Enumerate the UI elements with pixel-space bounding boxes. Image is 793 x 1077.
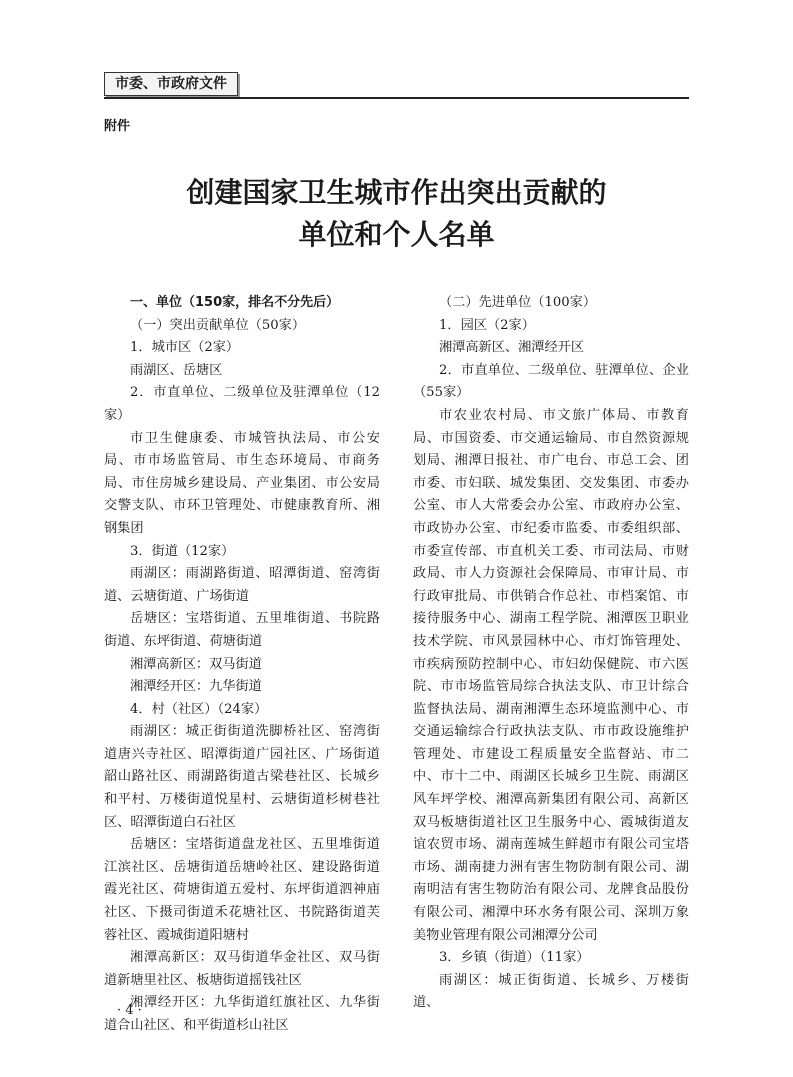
header-rule [104,97,689,99]
category-heading: 2．市直单位、二级单位及驻潭单位（12家） [104,385,380,423]
list-paragraph: 湘潭经开区：九华街道红旗社区、九华街道合山社区、和平街道杉山社区 [104,995,380,1033]
title-line-2: 单位和个人名单 [298,218,495,251]
category-heading: 2．市直单位、二级单位、驻潭单位、企业（55家） [413,362,689,401]
category-heading: 1．园区（2家） [439,317,535,333]
category-heading: 1．城市区（2家） [130,340,240,356]
right-column [413,292,689,1015]
category-heading: 4．村（社区）（24家） [130,701,268,717]
document-title [104,172,689,256]
list-paragraph: 雨湖区：雨湖路街道、昭潭街道、窑湾街道、云塘街道、广场街道 [104,566,380,604]
list-paragraph: 雨湖区：城正街街道、长城乡、万楼街道、 [413,972,689,1011]
left-column [104,292,380,1038]
attachment-label: 附件 [104,119,131,134]
list-paragraph: 湘潭经开区：九华街道 [130,679,262,695]
list-paragraph: 岳塘区：宝塔街道、五里堆街道、书院路街道、东坪街道、荷塘街道 [104,611,380,649]
list-paragraph: 岳塘区：宝塔街道盘龙社区、五里堆街道江滨社区、岳塘街道岳塘岭社区、建设路街道霞光社区、荷塘街道五爱村、东坪街道泗神庙社区、下摄司街道禾花塘社区、书院路街道芙蓉社区、霞城街道阳塘村 [104,837,380,943]
document-category-label: 市委、市政府文件 [104,72,238,96]
subsection-heading: （二）先进单位（100家） [439,295,597,310]
list-paragraph: 湘潭高新区：双马街道 [130,656,262,672]
list-paragraph: 湘潭高新区：双马街道华金社区、双马街道新塘里社区、板塘街道摇钱社区 [104,950,380,988]
title-line-1: 创建国家卫生城市作出突出贡献的 [186,176,607,209]
list-paragraph: 市卫生健康委、市城管执法局、市公安局、市市场监管局、市生态环境局、市商务局、市住房城乡建设局、产业集团、市公安局交警支队、市环卫管理处、市健康教育所、湘钢集团 [104,430,380,536]
list-paragraph: 雨湖区、岳塘区 [130,362,223,378]
category-heading: 3．街道（12家） [130,543,235,559]
section-heading: 一、单位（150家，排名不分先后） [130,295,340,310]
list-paragraph: 市农业农村局、市文旅广体局、市教育局、市国资委、市交通运输局、市自然资源规划局、湘潭日报社、市广电台、市总工会、团市委、市妇联、城发集团、交发集团、市委办公室、市人大常委会办公室、市政府办公室、市政协办公室、市纪委市监委、市委组织部、市委宣传部、市直机关工委、市司法局、市财政局、市人力资源社会保障局、市审计局、市行政审批局、市供销合作总社、市档案馆、市接待服务中心、湖南工程学院、湘潭医卫职业技术学院、市风景园林中心、市灯饰管理处、市疾病预防控制中心、市妇幼保健院、市六医院、市市场监管局综合执法支队、市卫计综合监督执法局、湖南湘潭生态环境监测中心、市交通运输综合行政执法支队、市市政设施维护管理处、市建设工程质量安全监督站、市二中、市十二中、雨湖区长城乡卫生院、雨湖区风车坪学校、湘潭高新集团有限公司、高新区双马板塘街道社区卫生服务中心、霞城街道友谊农贸市场、湖南莲城生鲜超市有限公司宝塔市场、湖南捷力洲有害生物防制有限公司、湖南明洁有害生物防治有限公司、龙牌食品股份有限公司、湘潭中环水务有限公司、深圳万象美物业管理有限公司湘潭分公司 [413,407,689,943]
list-paragraph: 湘潭高新区、湘潭经开区 [439,340,585,356]
list-paragraph: 雨湖区：城正街街道洗脚桥社区、窑湾街道唐兴寺社区、昭潭街道广园社区、广场街道韶山路社区、雨湖路街道古梁巷社区、长城乡和平村、万楼街道悦星村、云塘街道杉树巷社区、昭潭街道白石社区 [104,724,380,830]
category-heading: 3．乡镇（街道）（11家） [439,950,590,966]
subsection-heading: （一）突出贡献单位（50家） [130,317,306,333]
page-number: · 4 · [117,1003,142,1018]
